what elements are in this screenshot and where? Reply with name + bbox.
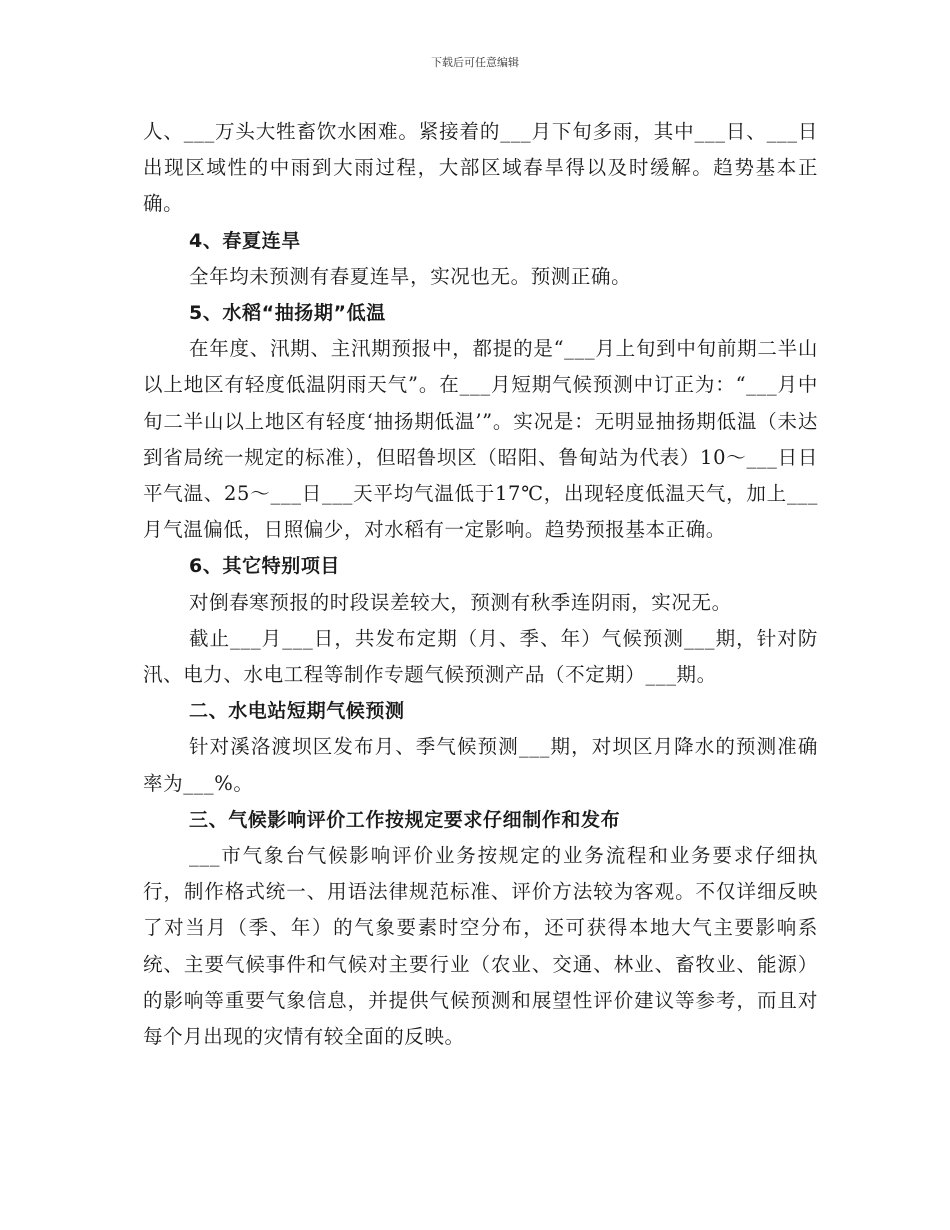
page-header: 下载后可任意编辑 [431, 56, 519, 69]
paragraph: ___市气象台气候影响评价业务按规定的业务流程和业务要求仔细执行，制作格式统一、用语法律规范标准、评价方法较为客观。不仅详细反映了对当月（季、年）的气象要素时空分布，还可获得本地大气主要影响系统、主要气候事件和气候对主要行业（农业、交通、林业、畜牧业、能源）的影响等重要气象信息，并提供气候预测和展望性评价建议等参考，而且对每个月出现的灾情有较全面的反映。 [143, 844, 818, 1049]
document-body [143, 114, 818, 1055]
paragraph: 人、___万头大牲畜饮水困难。紧接着的___月下旬多雨，其中___日、___日出现区域性的中雨到大雨过程，大部区域春旱得以及时缓解。趋势基本正确。 [143, 120, 818, 216]
section-heading: 三、气候影响评价工作按规定要求仔细制作和发布 [189, 808, 621, 831]
paragraph: 针对溪洛渡坝区发布月、季气候预测___期，对坝区月降水的预测准确率为___%。 [143, 735, 818, 795]
section-heading: 二、水电站短期气候预测 [189, 700, 405, 723]
paragraph: 截止___月___日，共发布定期（月、季、年）气候预测___期，针对防汛、电力、水电工程等制作专题气候预测产品（不定期）___期。 [143, 626, 818, 687]
paragraph: 全年均未预测有春夏连旱，实况也无。预测正确。 [189, 264, 632, 288]
paragraph: 在年度、汛期、主汛期预报中，都提的是“___月上旬到中旬前期二半山以上地区有轻度低温阴雨天气”。在___月短期气候预测中订正为：“___月中旬二半山以上地区有轻度‘抽扬期低温’”。实况是：无明显抽扬期低温（未达到省局统一规定的标准），但昭鲁坝区（昭阳、鲁甸站为代表）10～___日日平气温、25～___日___天平均气温低于17℃，出现轻度低温天气，加上___月气温偏低，日照偏少，对水稻有一定影响。趋势预报基本正确。 [143, 337, 818, 542]
paragraph: 对倒春寒预报的时段误差较大，预测有秋季连阴雨，实况无。 [189, 590, 732, 614]
section-heading: 4、春夏连旱 [189, 229, 301, 252]
section-heading: 6、其它特别项目 [189, 555, 341, 578]
section-heading: 5、水稻“抽扬期”低温 [189, 302, 386, 325]
